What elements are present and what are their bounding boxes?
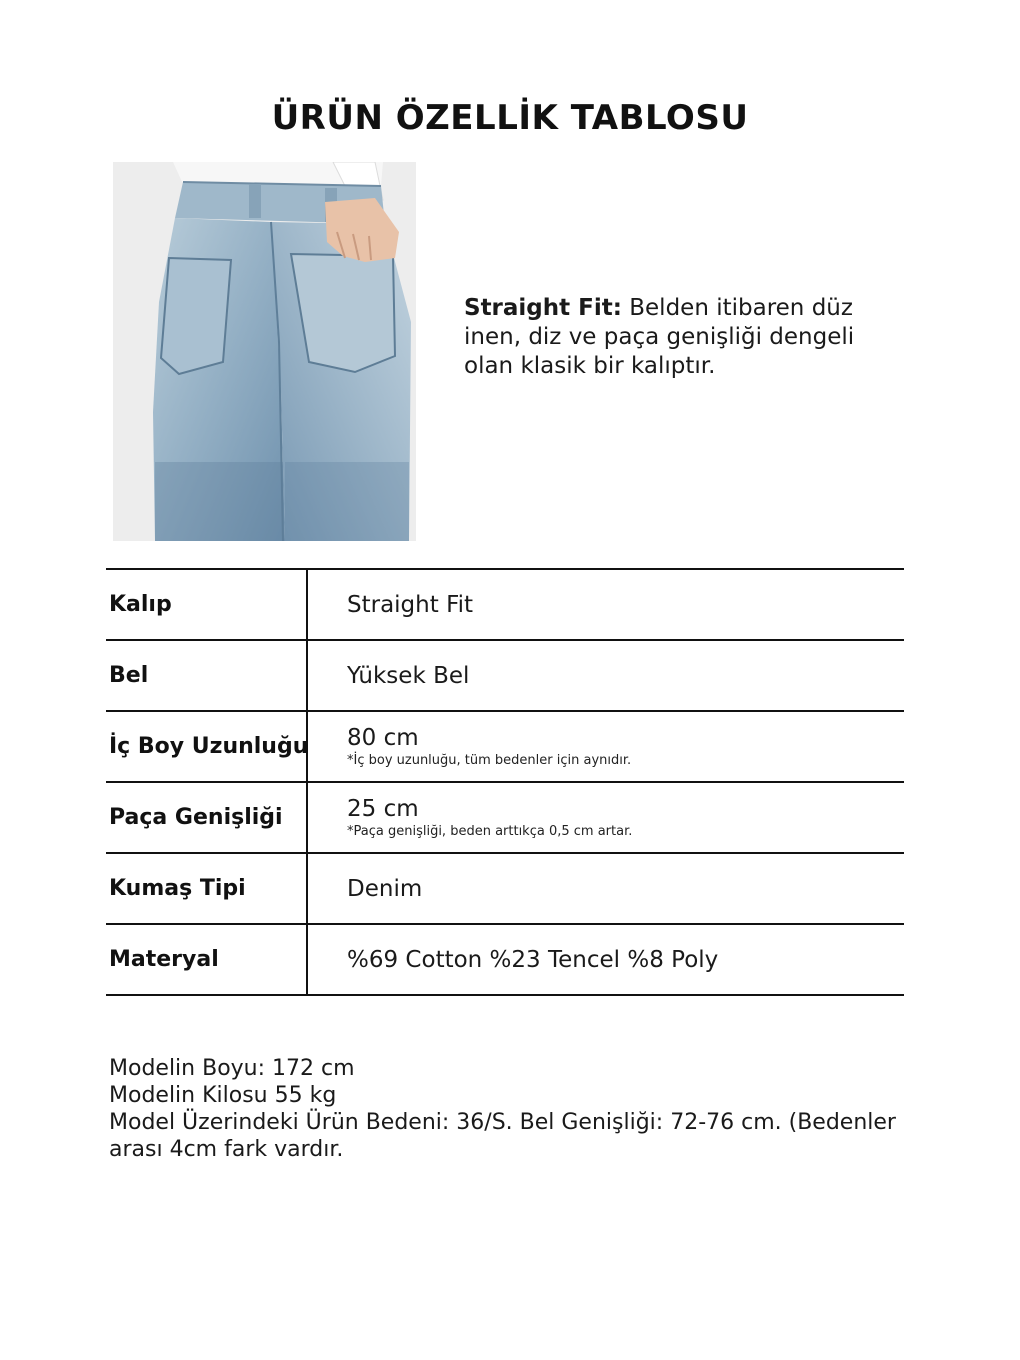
- fit-description-label: Straight Fit:: [464, 295, 622, 321]
- spec-value: Straight Fit: [347, 591, 474, 618]
- spec-value: 80 cm: [347, 725, 419, 751]
- spec-row-kalip: [106, 568, 904, 639]
- spec-note: *İç boy uzunluğu, tüm bedenler için aynıdır.: [347, 753, 632, 768]
- model-size: Model Üzerindeki Ürün Bedeni: 36/S. Bel Genişliği: 72-76 cm. (Bedenler arası 4cm fark vardır.: [109, 1110, 896, 1162]
- spec-table: [106, 568, 904, 996]
- spec-value-cell: [347, 641, 469, 710]
- column-divider: [306, 641, 308, 710]
- column-divider: [306, 783, 308, 852]
- model-weight: Modelin Kilosu 55 kg: [109, 1083, 337, 1108]
- spec-key: İç Boy Uzunluğu: [109, 734, 309, 759]
- spec-value: Yüksek Bel: [347, 662, 470, 689]
- spec-value-cell: [347, 925, 718, 994]
- spec-key: Materyal: [109, 947, 219, 972]
- spec-row-materyal: [106, 923, 904, 996]
- column-divider: [306, 925, 308, 994]
- page-title: ÜRÜN ÖZELLİK TABLOSU: [271, 98, 749, 138]
- spec-key: Paça Genişliği: [109, 805, 283, 830]
- fit-description: [464, 294, 904, 381]
- spec-key: Kumaş Tipi: [109, 876, 246, 901]
- spec-note: *Paça genişliği, beden arttıkça 0,5 cm artar.: [347, 824, 633, 839]
- spec-key: Bel: [109, 663, 149, 688]
- spec-row-kumas: [106, 852, 904, 923]
- spec-row-bel: [106, 639, 904, 710]
- model-info: [109, 1055, 899, 1163]
- spec-key: Kalıp: [109, 592, 172, 617]
- fit-description-text: Belden itibaren düz inen, diz ve paça genişliği dengeli olan klasik bir kalıptır.: [464, 295, 855, 379]
- spec-row-paca: [106, 781, 904, 852]
- spec-value-cell: [347, 712, 631, 781]
- spec-value-cell: [347, 570, 473, 639]
- spec-value: Denim: [347, 875, 423, 902]
- spec-value-cell: [347, 854, 422, 923]
- spec-value: 25 cm: [347, 796, 419, 822]
- column-divider: [306, 854, 308, 923]
- product-photo: [113, 162, 416, 541]
- column-divider: [306, 570, 308, 639]
- spec-row-ic-boy: [106, 710, 904, 781]
- spec-value-cell: [347, 783, 632, 852]
- spec-value: %69 Cotton %23 Tencel %8 Poly: [347, 946, 719, 973]
- model-height: Modelin Boyu: 172 cm: [109, 1056, 355, 1081]
